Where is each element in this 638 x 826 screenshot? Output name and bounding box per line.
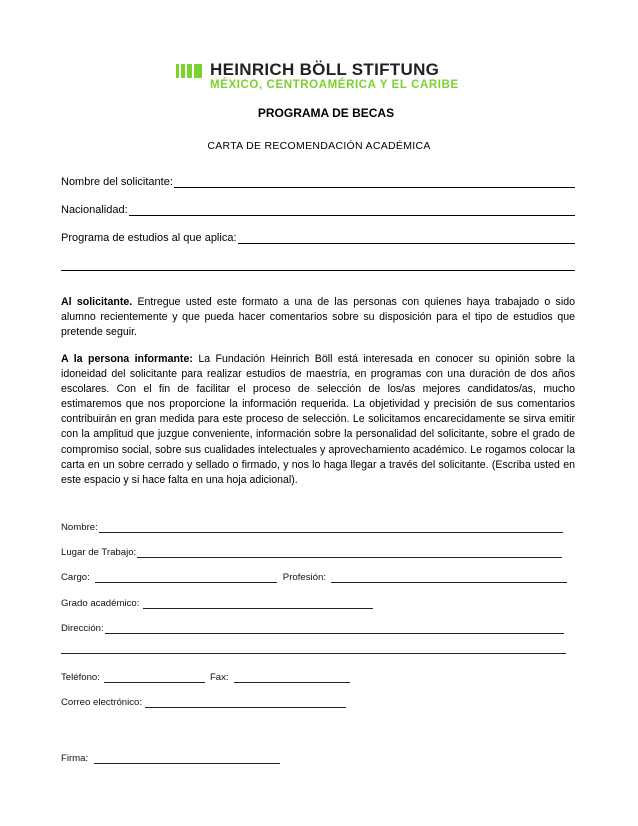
page-subtitle: CARTA DE RECOMENDACIÓN ACADÉMICA xyxy=(207,140,431,152)
degree-line[interactable] xyxy=(143,599,373,609)
nationality-field[interactable] xyxy=(61,204,575,216)
phone-fax-row xyxy=(61,672,350,683)
workplace-field[interactable] xyxy=(61,547,562,558)
degree-label: Grado académico: xyxy=(61,598,140,609)
applicant-name-line[interactable] xyxy=(174,177,575,188)
referee-name-line[interactable] xyxy=(99,523,563,533)
nationality-label: Nacionalidad: xyxy=(61,204,128,216)
fax-label: Fax: xyxy=(209,672,229,683)
program-line[interactable] xyxy=(238,233,576,244)
logo-org-region: MÉXICO, CENTROAMÉRICA Y EL CARIBE xyxy=(210,79,459,91)
address-extra-line[interactable] xyxy=(61,653,566,654)
referee-instructions xyxy=(61,352,575,488)
applicant-instructions-text: Entregue usted este formato a una de las personas con quienes haya trabajado o sido alumno recientemente y que pueda hacer comentarios sobre su disposición para el tipo de estudios que pretende seguir. xyxy=(61,296,575,339)
referee-instructions-heading: A la persona informante: xyxy=(61,353,193,365)
applicant-name-label: Nombre del solicitante: xyxy=(61,176,173,188)
applicant-name-field[interactable] xyxy=(61,176,575,188)
fax-line[interactable] xyxy=(234,673,350,683)
signature-field[interactable] xyxy=(61,753,280,764)
logo-org-name: HEINRICH BÖLL STIFTUNG xyxy=(210,60,440,79)
foundation-logo xyxy=(176,60,476,96)
applicant-instructions xyxy=(61,295,575,340)
referee-name-field[interactable] xyxy=(61,522,563,533)
address-line[interactable] xyxy=(105,624,564,634)
applicant-instructions-heading: Al solicitante. xyxy=(61,296,133,308)
profession-label: Profesión: xyxy=(282,572,326,583)
workplace-label: Lugar de Trabajo: xyxy=(61,547,137,558)
phone-label: Teléfono: xyxy=(61,672,100,683)
program-label: Programa de estudios al que aplica: xyxy=(61,232,237,244)
position-profession-row xyxy=(61,572,567,583)
program-extra-line[interactable] xyxy=(61,270,575,271)
signature-line[interactable] xyxy=(94,754,280,764)
position-label: Cargo: xyxy=(61,572,90,583)
degree-field[interactable] xyxy=(61,598,373,609)
email-label: Correo electrónico: xyxy=(61,697,143,708)
page-title: PROGRAMA DE BECAS xyxy=(257,106,395,120)
profession-line[interactable] xyxy=(331,573,567,583)
email-field[interactable] xyxy=(61,697,346,708)
email-line[interactable] xyxy=(145,698,346,708)
workplace-line[interactable] xyxy=(137,548,562,558)
phone-line[interactable] xyxy=(104,673,205,683)
address-label: Dirección: xyxy=(61,623,104,634)
address-field[interactable] xyxy=(61,623,564,634)
referee-instructions-text: La Fundación Heinrich Böll está interesada en conocer su opinión sobre la idoneidad del solicitante para realizar estudios de maestría, en programas con una duración de dos años escolares. Con el fin de facilitar el proceso de selección de los/as mejores candidatos/as, mucho estimaremos que nos proporcione la información requerida. La objetividad y precisión de sus comentarios contribuirán en gran medida para este proceso de selección. Le solicitamos encarecidamente se sirva emitir con la amplitud que juzgue conveniente, información sobre la personalidad del solicitante, sobre el grado de compromiso social, sobre sus cualidades intelectuales y aprovechamiento académico. Le rogamos colocar la carta en un sobre cerrado y sellado o firmado, y nos lo haga llegar a través del solicitante. (Escriba usted en este espacio y si hace falta en una hoja adicional). xyxy=(61,353,575,486)
program-field[interactable] xyxy=(61,232,575,244)
nationality-line[interactable] xyxy=(129,205,575,216)
signature-label: Firma: xyxy=(61,753,89,764)
position-line[interactable] xyxy=(95,573,277,583)
referee-name-label: Nombre: xyxy=(61,522,98,533)
